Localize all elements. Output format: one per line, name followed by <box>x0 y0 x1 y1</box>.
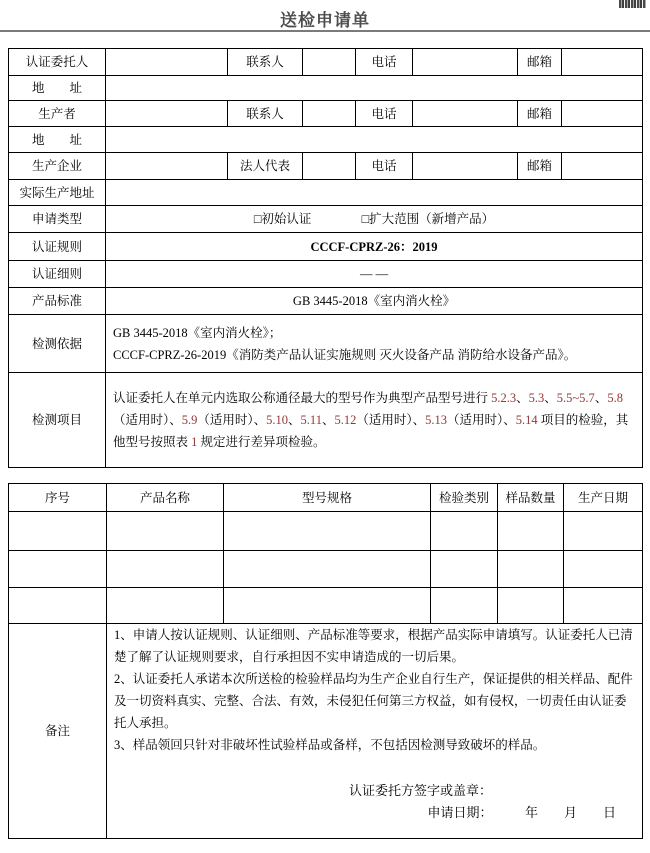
test-item-text: 、 <box>288 413 301 427</box>
test-items-label: 检测项目 <box>9 373 106 468</box>
applicant-address-row <box>9 76 643 101</box>
option-scope-expansion-label: 扩大范围（新增产品） <box>369 212 495 226</box>
header-sample-quantity: 样品数量 <box>498 484 564 512</box>
certification-info-table <box>8 48 643 468</box>
header-serial-number: 序号 <box>9 484 107 512</box>
sample-row <box>9 512 643 551</box>
applicant-row <box>9 49 643 76</box>
sample-cell[interactable] <box>9 512 107 551</box>
producer-address-label: 地 址 <box>9 127 106 153</box>
applicant-phone-field[interactable] <box>413 49 518 76</box>
sample-cell[interactable] <box>431 512 498 551</box>
application-type-row <box>9 206 643 233</box>
applicant-email-field[interactable] <box>562 49 643 76</box>
test-item-number: 5.11 <box>300 413 322 427</box>
manufacturer-label: 生产企业 <box>9 153 106 180</box>
sample-cell[interactable] <box>564 551 643 588</box>
notes-content <box>107 624 643 839</box>
notes-label: 备注 <box>9 624 107 839</box>
notes-paragraphs <box>114 624 634 756</box>
test-item-number: 5.14 <box>515 413 538 427</box>
test-basis-line: CCCF-CPRZ-26-2019《消防类产品认证实施规则 灭火设备产品 消防给水设备产品》。 <box>113 347 577 362</box>
note-paragraph: 3、样品领回只针对非破坏性试验样品或备样，不包括因检测导致破坏的样品。 <box>114 738 546 752</box>
sample-cell[interactable] <box>498 551 564 588</box>
test-item-number: 5.10 <box>266 413 289 427</box>
applicant-contact-label: 联系人 <box>228 49 303 76</box>
manufacturer-phone-label: 电话 <box>356 153 413 180</box>
applicant-address-label: 地 址 <box>9 76 106 101</box>
applicant-name-field[interactable] <box>106 49 228 76</box>
note-paragraph: 2、认证委托人承诺本次所送检的检验样品均为生产企业自行生产，保证提供的相关样品、配件及一切资料真实、完整、合法、有效，未侵犯任何第三方权益，如有侵权，一切责任由认证委托人承担。 <box>114 672 633 730</box>
sample-row <box>9 551 643 588</box>
test-item-number: 5.2.3 <box>491 391 517 405</box>
legal-representative-label: 法人代表 <box>228 153 303 180</box>
applicant-email-label: 邮箱 <box>518 49 562 76</box>
sample-table-header-row <box>9 484 643 512</box>
producer-phone-label: 电话 <box>356 101 413 127</box>
manufacturer-name-field[interactable] <box>106 153 228 180</box>
test-items-value <box>106 373 643 468</box>
title-underline <box>0 30 650 32</box>
sample-cell[interactable] <box>498 588 564 624</box>
product-standard-label: 产品标准 <box>9 288 106 315</box>
legal-representative-field[interactable] <box>303 153 356 180</box>
test-item-text: （适用时）、 <box>113 413 182 427</box>
actual-production-address-row <box>9 180 643 206</box>
test-basis-value <box>106 315 643 373</box>
producer-phone-field[interactable] <box>413 101 518 127</box>
sample-cell[interactable] <box>564 512 643 551</box>
actual-production-address-label: 实际生产地址 <box>9 180 106 206</box>
test-item-text: （适用时）、 <box>447 413 516 427</box>
sample-cell[interactable] <box>431 588 498 624</box>
applicant-phone-label: 电话 <box>356 49 413 76</box>
producer-name-field[interactable] <box>106 101 228 127</box>
certification-rule-row <box>9 233 643 261</box>
test-item-text: 规定进行差异项检验。 <box>197 435 326 449</box>
test-basis-label: 检测依据 <box>9 315 106 373</box>
manufacturer-email-label: 邮箱 <box>518 153 562 180</box>
certification-rule-label: 认证规则 <box>9 233 106 261</box>
certification-detail-row <box>9 261 643 288</box>
manufacturer-phone-field[interactable] <box>413 153 518 180</box>
sample-list-table <box>8 483 643 839</box>
test-item-number: 1 <box>191 435 198 449</box>
producer-address-field[interactable] <box>106 127 643 153</box>
application-type-label: 申请类型 <box>9 206 106 233</box>
test-item-text: （适用时）、 <box>197 413 267 427</box>
manufacturer-row <box>9 153 643 180</box>
test-items-row <box>9 373 643 468</box>
sample-cell[interactable] <box>9 551 107 588</box>
certification-rule-value: CCCF-CPRZ-26：2019 <box>106 233 643 261</box>
sample-cell[interactable] <box>224 551 431 588</box>
test-item-number: 5.9 <box>181 413 198 427</box>
test-item-number: 5.3 <box>528 391 545 405</box>
test-item-text: 、 <box>516 391 529 405</box>
applicant-contact-field[interactable] <box>303 49 356 76</box>
sample-cell[interactable] <box>431 551 498 588</box>
test-item-text: 项目的检验，其他型号按照表 <box>113 413 629 449</box>
note-paragraph: 1、申请人按认证规则、认证细则、产品标准等要求，根据产品实际申请填写。认证委托人已清楚了解了认证规则要求，自行承担因不实申请造成的一切后果。 <box>114 628 633 664</box>
sample-cell[interactable] <box>107 588 224 624</box>
applicant-label: 认证委托人 <box>9 49 106 76</box>
sample-cell[interactable] <box>564 588 643 624</box>
test-basis-row <box>9 315 643 373</box>
certification-detail-value: — — <box>106 261 643 288</box>
test-item-text: 、 <box>544 391 557 405</box>
page-title: 送检申请单 <box>280 11 370 30</box>
option-initial-certification[interactable] <box>254 212 312 226</box>
sample-cell[interactable] <box>107 551 224 588</box>
test-item-text: 认证委托人在单元内选取公称通径最大的型号作为典型产品型号进行 <box>113 391 492 405</box>
notes-row <box>9 624 643 839</box>
manufacturer-email-field[interactable] <box>562 153 643 180</box>
header-production-date: 生产日期 <box>564 484 643 512</box>
test-item-text: （适用时）、 <box>356 413 426 427</box>
producer-contact-field[interactable] <box>303 101 356 127</box>
sample-row <box>9 588 643 624</box>
producer-address-row <box>9 127 643 153</box>
header-model-spec: 型号规格 <box>224 484 431 512</box>
sample-cell[interactable] <box>224 512 431 551</box>
sample-cell[interactable] <box>107 512 224 551</box>
header-inspection-category: 检验类别 <box>431 484 498 512</box>
test-item-number: 5.8 <box>607 391 623 405</box>
producer-email-field[interactable] <box>562 101 643 127</box>
test-basis-line: GB 3445-2018《室内消火栓》； <box>113 325 282 340</box>
producer-email-label: 邮箱 <box>518 101 562 127</box>
signature-or-seal-label: 认证委托方签字或盖章： <box>348 783 492 798</box>
producer-label: 生产者 <box>9 101 106 127</box>
product-standard-row <box>9 288 643 315</box>
applicant-address-field[interactable] <box>106 76 643 101</box>
option-scope-expansion[interactable] <box>362 212 495 226</box>
test-item-number: 5.12 <box>334 413 357 427</box>
checkbox-icon[interactable]: □ <box>253 212 262 226</box>
checkbox-icon[interactable]: □ <box>361 212 370 226</box>
test-item-text: 、 <box>321 413 335 427</box>
actual-production-address-field[interactable] <box>106 180 643 206</box>
header-product-name: 产品名称 <box>107 484 224 512</box>
application-type-cell <box>106 206 643 233</box>
sample-cell[interactable] <box>224 588 431 624</box>
test-item-number: 5.13 <box>425 413 447 427</box>
test-item-text: 、 <box>594 391 608 405</box>
producer-contact-label: 联系人 <box>228 101 303 127</box>
application-date-line: 申请日期： 年 月 日 <box>427 805 616 820</box>
product-standard-value: GB 3445-2018《室内消火栓》 <box>106 288 643 315</box>
certification-detail-label: 认证细则 <box>9 261 106 288</box>
sample-cell[interactable] <box>498 512 564 551</box>
sample-cell[interactable] <box>9 588 107 624</box>
test-item-number: 5.5~5.7 <box>556 391 595 405</box>
producer-row <box>9 101 643 127</box>
option-initial-certification-label: 初始认证 <box>261 212 312 226</box>
